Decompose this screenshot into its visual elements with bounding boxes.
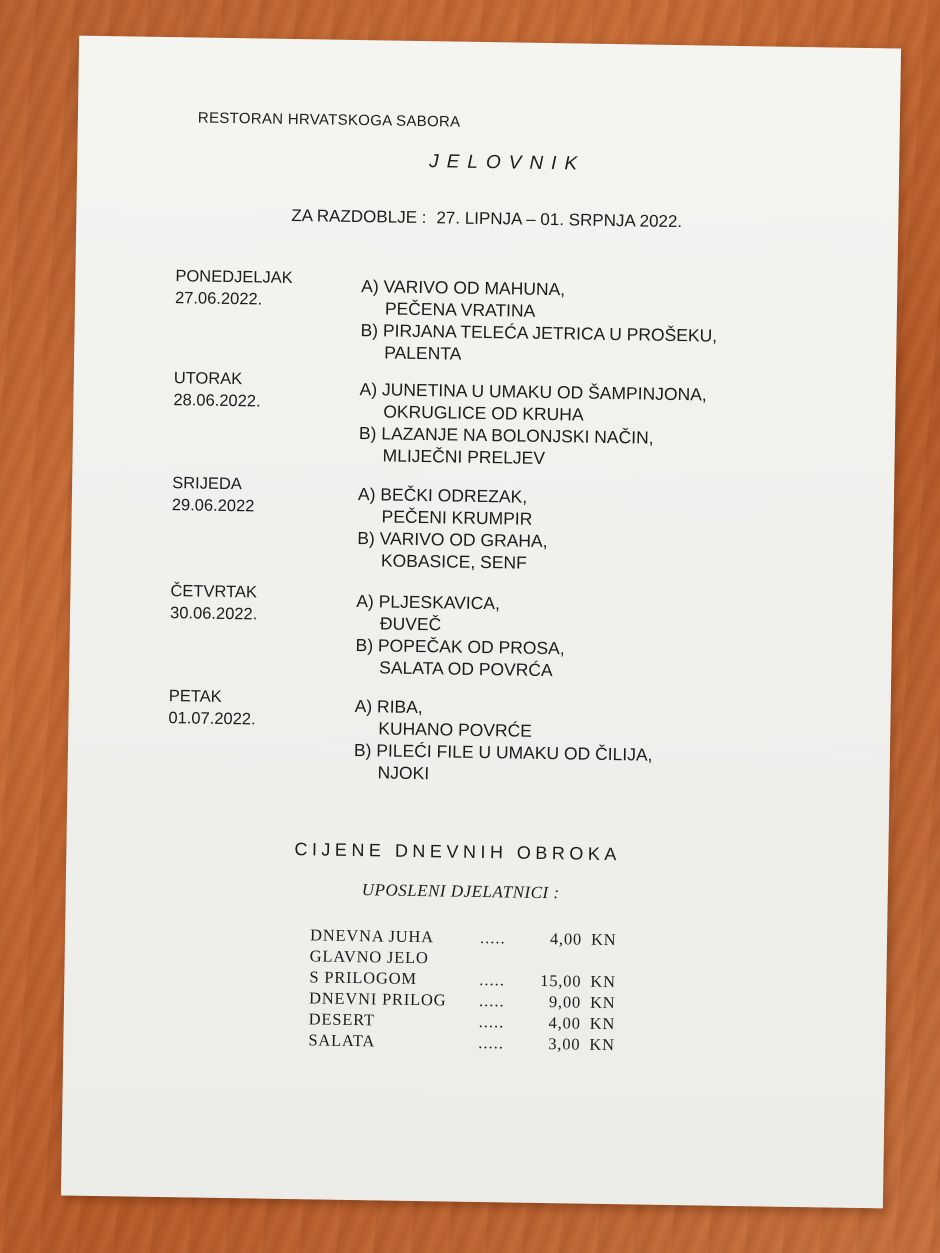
day-name: PONEDJELJAK <box>175 267 293 287</box>
meal-line: KOBASICE, SENF <box>380 550 527 573</box>
day-tuesday <box>173 367 261 412</box>
period-range: 27. LIPNJA – 01. SRPNJA 2022. <box>436 208 683 232</box>
meals-tuesday <box>358 378 706 471</box>
meal-line: B) LAZANJE NA BOLONJSKI NAČIN, <box>358 423 654 448</box>
meal-line: B) PIRJANA TELEĆA JETRICA U PROŠEKU, <box>360 320 718 346</box>
meal-line: PEČENA VRATINA <box>384 298 536 321</box>
meal-line: PALENTA <box>384 342 462 364</box>
meal-line: OKRUGLICE OD KRUHA <box>383 401 584 425</box>
price-currency: KN <box>589 992 616 1013</box>
day-name: SRIJEDA <box>172 474 242 494</box>
prices-subtitle: UPOSLENI DJELATNICI : <box>361 880 560 903</box>
meals-thursday <box>355 590 565 681</box>
day-name: ČETVRTAK <box>170 582 258 602</box>
period-label: ZA RAZDOBLJE : <box>291 205 427 228</box>
meal-line: A) BEČKI ODREZAK, <box>357 484 528 507</box>
price-item-name: SALATA <box>308 1030 376 1051</box>
price-amount: 9,00 <box>548 992 582 1012</box>
price-currency: KN <box>589 1013 616 1034</box>
price-dots: ..... <box>479 928 506 948</box>
meal-line: A) JUNETINA U UMAKU OD ŠAMPINJONA, <box>359 379 707 405</box>
day-date: 27.06.2022. <box>174 289 263 309</box>
price-row <box>308 1029 615 1055</box>
meal-line: B) VARIVO OD GRAHA, <box>357 528 548 552</box>
day-date: 01.07.2022. <box>168 709 256 729</box>
price-dots: ..... <box>478 991 505 1011</box>
day-monday <box>175 265 293 311</box>
day-thursday <box>170 580 258 625</box>
meal-line: SALATA OD POVRĆA <box>379 657 553 681</box>
price-dots: ..... <box>478 1033 505 1053</box>
day-friday <box>168 685 256 730</box>
menu-title: JELOVNIK <box>429 151 586 175</box>
prices-title: CIJENE DNEVNIH OBROKA <box>294 839 622 865</box>
price-dots: ..... <box>479 970 506 990</box>
meal-line: KUHANO POVRĆE <box>378 718 533 741</box>
meal-line: PEČENI KRUMPIR <box>381 506 533 529</box>
day-name: PETAK <box>168 687 222 706</box>
day-date: 28.06.2022. <box>173 391 261 411</box>
meal-line: NJOKI <box>377 762 430 784</box>
menu-sheet <box>61 36 901 1209</box>
price-item-name: S PRILOGOM <box>309 967 418 989</box>
day-wednesday <box>172 472 255 517</box>
period-line <box>291 206 682 232</box>
price-item-name: DNEVNA JUHA <box>309 925 435 947</box>
meal-line: MLIJEČNI PRELJEV <box>382 445 546 468</box>
day-name: UTORAK <box>173 369 243 389</box>
day-date: 30.06.2022. <box>169 604 258 624</box>
price-dots: ..... <box>478 1012 505 1032</box>
meals-friday <box>353 695 653 788</box>
price-dots <box>480 948 528 970</box>
meal-line: ĐUVEČ <box>379 613 442 635</box>
price-currency: KN <box>589 1034 615 1055</box>
meal-line: A) RIBA, <box>354 696 423 718</box>
price-item-name: DESERT <box>308 1009 376 1030</box>
price-table <box>308 924 616 1055</box>
meal-line: A) VARIVO OD MAHUNA, <box>361 276 566 300</box>
restaurant-name: RESTORAN HRVATSKOGA SABORA <box>197 109 461 131</box>
day-date: 29.06.2022 <box>171 496 255 516</box>
price-item-name: GLAVNO JELO <box>309 946 429 968</box>
price-amount: 3,00 <box>548 1034 581 1054</box>
price-item-name: DNEVNI PRILOG <box>308 988 447 1010</box>
price-amount: 4,00 <box>549 929 583 949</box>
price-currency: KN <box>590 929 617 950</box>
meal-line: B) PILEĆI FILE U UMAKU OD ČILIJA, <box>353 740 653 765</box>
meals-wednesday <box>357 483 549 574</box>
meal-line: B) POPEČAK OD PROSA, <box>355 635 565 659</box>
price-amount <box>528 949 582 971</box>
price-currency: KN <box>590 971 616 992</box>
price-amount: 15,00 <box>540 970 582 991</box>
price-amount: 4,00 <box>548 1013 581 1033</box>
meal-line: A) PLJESKAVICA, <box>356 591 501 614</box>
meals-monday <box>360 275 718 369</box>
